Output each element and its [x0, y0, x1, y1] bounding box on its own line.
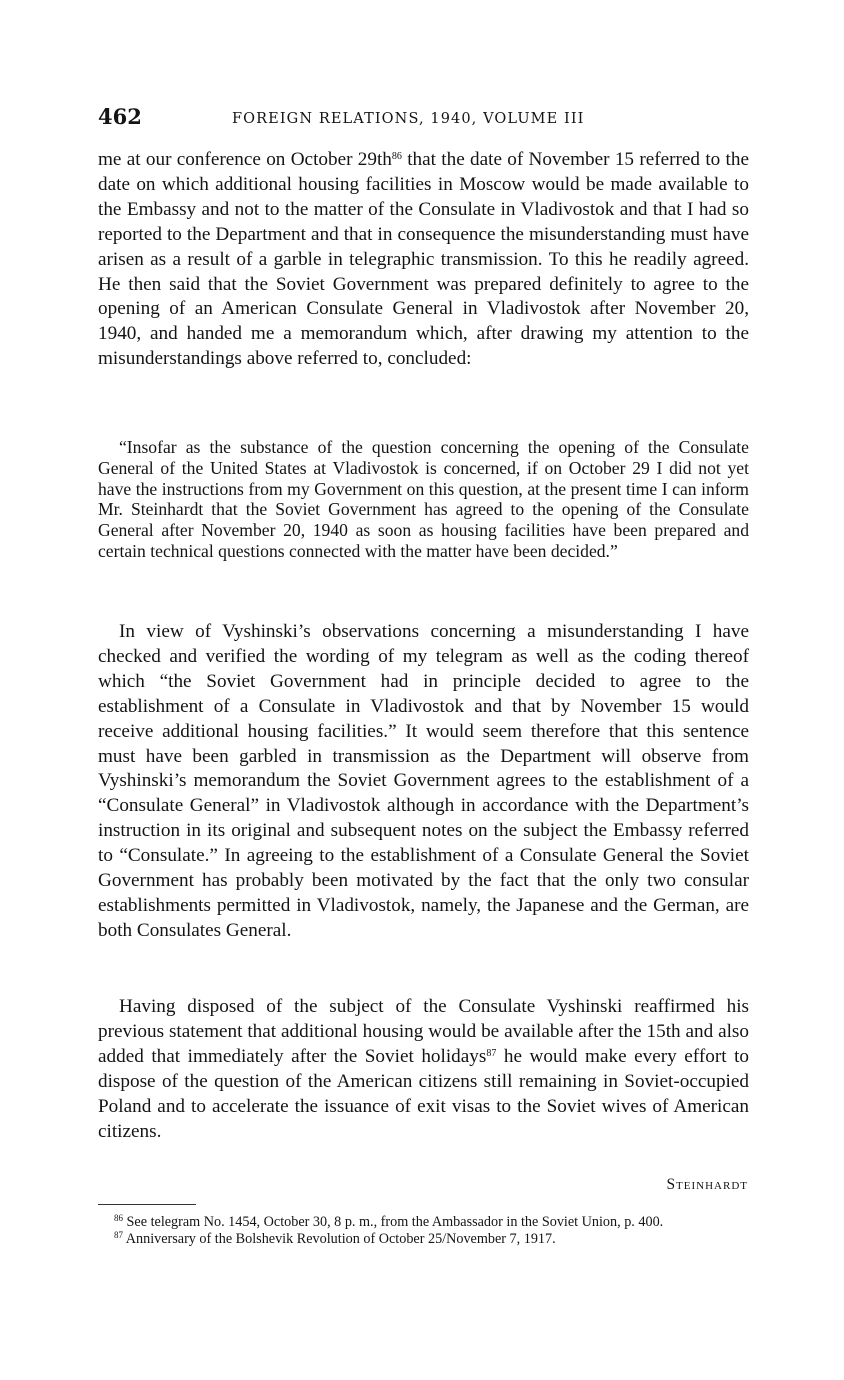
paragraph-1	[98, 148, 749, 372]
footnote-86	[98, 1214, 749, 1231]
paragraph-3	[98, 995, 749, 1144]
running-title: FOREIGN RELATIONS, 1940, VOLUME III	[232, 111, 585, 127]
page-header	[98, 102, 748, 138]
footnote-marker: 86	[114, 1213, 123, 1223]
block-quote: “Insofar as the substance of the question concerning the opening of the Consulate General of the United States at Vladivostok is concerned, if on October 29 I did not yet have the instructions from my Government on this question, at the present time I can inform Mr. Steinhardt that the Soviet Government has agreed to the opening of the Consulate General after November 20, 1940 as soon as housing facilities have been prepared and certain technical questions connected with the matter have been decided.”	[98, 437, 749, 561]
footnote-marker: 87	[114, 1230, 123, 1240]
paragraph-3-text-a: Having disposed of the subject of the Consulate Vyshinski reaffirmed his previous statement that additional housing would be available after the 15th and also added that immediately after the Soviet holidays	[98, 996, 749, 1067]
footnotes	[98, 1214, 749, 1248]
page-number: 462	[98, 104, 142, 129]
paragraph-2: In view of Vyshinski’s observations concerning a misunderstanding I have checked and verified the wording of my telegram as well as the coding thereof which “the Soviet Government had in principle decided to agree to the establishment of a Consulate in Vladivostok and that by November 15 would receive additional housing facilities.” It would seem therefore that this sentence must have been garbled in transmission as the Department will observe from Vyshinski’s memorandum the Soviet Government agrees to the establishment of a “Consulate General” in Vladivostok although in accordance with the Department’s instruction in its original and subsequent notes on the subject the Embassy referred to “Consulate.” In agreeing to the establishment of a Consulate General the Soviet Government has probably been motivated by the fact that the only two consular establishments permitted in Vladivostok, namely, the Japanese and the German, are both Consulates General.	[98, 621, 749, 941]
footnote-text: See telegram No. 1454, October 30, 8 p. m., from the Ambassador in the Soviet Union, p. 400.	[123, 1214, 664, 1230]
paragraph-1-text-b: that the date of November 15 referred to the date on which additional housing facilities in Moscow would be made available to the Embassy and not to the matter of the Consulate in Vladivostok and that I had so reported to the Department and that in consequence the misunderstanding must have arisen as a result of a garble in telegraphic transmission. To this he readily agreed. He then said that the Soviet Government was prepared definitely to agree to the opening of an American Consulate General in Vladivostok after November 20, 1940, and handed me a memorandum which, after drawing my attention to the misunderstandings above referred to, concluded:	[98, 149, 749, 370]
footnote-text: Anniversary of the Bolshevik Revolution of October 25/November 7, 1917.	[123, 1231, 556, 1247]
footnote-divider	[98, 1204, 196, 1205]
footnote-87	[98, 1231, 749, 1248]
signature: Steinhardt	[666, 1176, 748, 1193]
footnote-ref-87: 87	[486, 1047, 497, 1059]
paragraph-3-text-b: he would make every effort to dispose of the question of the American citizens still remaining in Soviet-occupied Poland and to accelerate the issuance of exit visas to the Soviet wives of American citizens.	[98, 1045, 749, 1142]
paragraph-1-text-a: me at our conference on October 29th	[98, 149, 392, 170]
footnote-ref-86: 86	[391, 151, 402, 162]
